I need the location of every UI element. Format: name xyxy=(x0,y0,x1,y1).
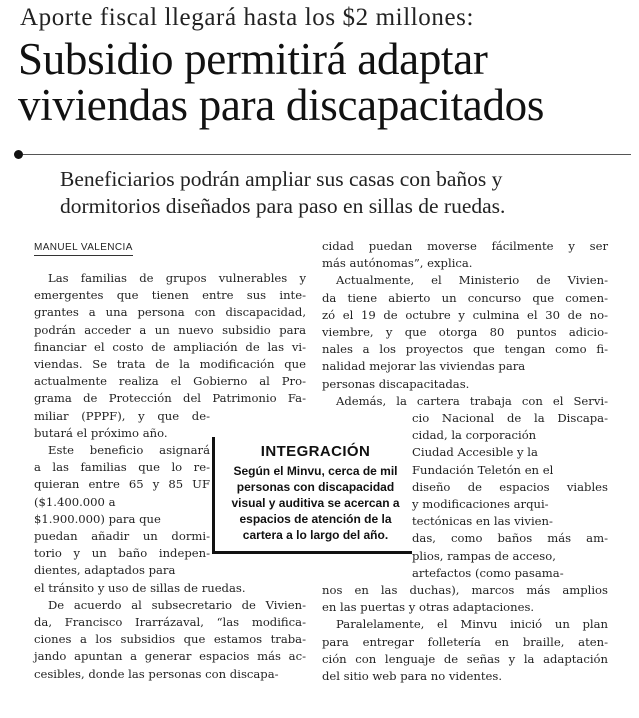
text-line: jando apuntan a generar espacios más ac- xyxy=(34,649,306,664)
text-line: da tiene abierto un concurso que comen- xyxy=(322,290,608,305)
paragraph xyxy=(322,272,608,392)
text-line: zó el 19 de octubre y culmina el 30 de no- xyxy=(322,307,608,322)
text-line: viembre, y que otorga 80 puntos adicio- xyxy=(322,325,608,340)
text-line: viendas. Se trata de la modificación que xyxy=(34,357,306,372)
text-line: y modificaciones arqui- xyxy=(412,497,549,512)
deck xyxy=(60,166,635,220)
text-line: financiar el costo de ampliación de las vi- xyxy=(34,339,306,354)
text-line: $1.900.000) para que xyxy=(34,511,161,526)
text-line: plios, rampas de acceso, xyxy=(412,548,556,563)
text-line: nalidad mejorar las viviendas para xyxy=(322,359,526,374)
text-line: artefactos (como pasama- xyxy=(412,565,564,580)
sidebar-title: INTEGRACIÓN xyxy=(260,443,371,460)
headline-line: Subsidio permitirá adaptar xyxy=(18,34,488,84)
text-line: el tránsito y uso de sillas de ruedas. xyxy=(34,580,246,595)
sidebar-box xyxy=(212,437,412,554)
byline: MANUEL VALENCIA xyxy=(34,242,133,256)
text-line: en las puertas y otras adaptaciones. xyxy=(322,600,535,615)
text-line: Actualmente, el Ministerio de Vivien- xyxy=(336,273,608,288)
text-line: Este beneficio asignará xyxy=(48,443,210,458)
text-line: cesibles, donde las personas con discapa- xyxy=(34,666,279,681)
text-line: personas discapacitadas. xyxy=(322,376,470,391)
text-line: ciones a los subsidios que estamos traba- xyxy=(34,632,306,647)
sidebar-text: Según el Minvu, cerca de mil personas con discapacidad visual y auditiva se acercan a espacios de atención de la cartera a lo largo del año. xyxy=(231,464,400,542)
text-line: cidad, la corporación xyxy=(412,428,537,443)
text-line: para entregar folletería en braille, aten- xyxy=(322,634,608,649)
text-line: Las familias de grupos vulnerables y xyxy=(48,271,306,285)
text-line: Paralelamente, el Minvu inició un plan xyxy=(336,617,608,632)
text-line: podrán acceder a un nuevo subsidio para xyxy=(34,322,306,337)
paragraph xyxy=(322,238,608,272)
text-line: más autónomas”, explica. xyxy=(322,256,473,271)
text-line: Además, la cartera trabaja con el Servi- xyxy=(336,393,608,408)
text-line: a las familias que lo re- xyxy=(34,460,210,475)
text-line: De acuerdo al subsecretario de Vivien- xyxy=(48,597,306,612)
text-line: diseño de espacios viables xyxy=(412,479,608,494)
text-line: quieran entre 65 y 85 UF xyxy=(34,477,210,492)
text-line: dientes, adaptados para xyxy=(34,563,176,578)
text-line: butará el próximo año. xyxy=(34,425,168,440)
text-line: ción con lenguaje de señas y la adaptación xyxy=(322,651,608,666)
rule-bullet xyxy=(14,150,23,159)
text-line: Fundación Teletón en el xyxy=(412,462,554,477)
deck-line: Beneficiarios podrán ampliar sus casas con baños y xyxy=(60,167,503,191)
text-line: das, como baños más am- xyxy=(412,531,608,546)
kicker: Aporte fiscal llegará hasta los $2 millones: xyxy=(20,4,475,31)
text-line: nales a los proyectos que tengan como fi- xyxy=(322,342,608,357)
text-line: cio Nacional de la Discapa- xyxy=(412,411,608,426)
text-line: miliar (PPPF), y que de- xyxy=(34,408,210,423)
paragraph xyxy=(322,616,608,685)
headline xyxy=(18,36,633,128)
deck-line: dormitorios diseñados para paso en sillas de ruedas. xyxy=(60,194,506,218)
text-line: ($1.400.000 a xyxy=(34,494,116,509)
paragraph xyxy=(34,597,306,683)
text-line: da, Francisco Irarrázaval, “las modifica- xyxy=(34,615,306,630)
divider xyxy=(23,154,631,155)
text-line: emergentes que tienen entre sus inte- xyxy=(34,288,306,303)
text-line: grantes a una persona con discapacidad, xyxy=(34,305,306,320)
text-line: tectónicas en las vivien- xyxy=(412,514,553,529)
paragraph xyxy=(34,270,306,442)
text-line: cidad puedan moverse fácilmente y ser xyxy=(322,239,608,253)
text-line: del sitio web para no videntes. xyxy=(322,669,503,684)
text-line: actualmente realiza el Gobierno al Pro- xyxy=(34,374,306,389)
text-line: puedan añadir un dormi- xyxy=(34,529,210,544)
headline-line: viviendas para discapacitados xyxy=(18,80,545,130)
text-line: torio y un baño indepen- xyxy=(34,546,210,561)
text-line: grama de Protección del Patrimonio Fa- xyxy=(34,391,306,406)
text-line: nos en las duchas), marcos más amplios xyxy=(322,583,608,598)
text-line: Ciudad Accesible y la xyxy=(412,445,538,460)
